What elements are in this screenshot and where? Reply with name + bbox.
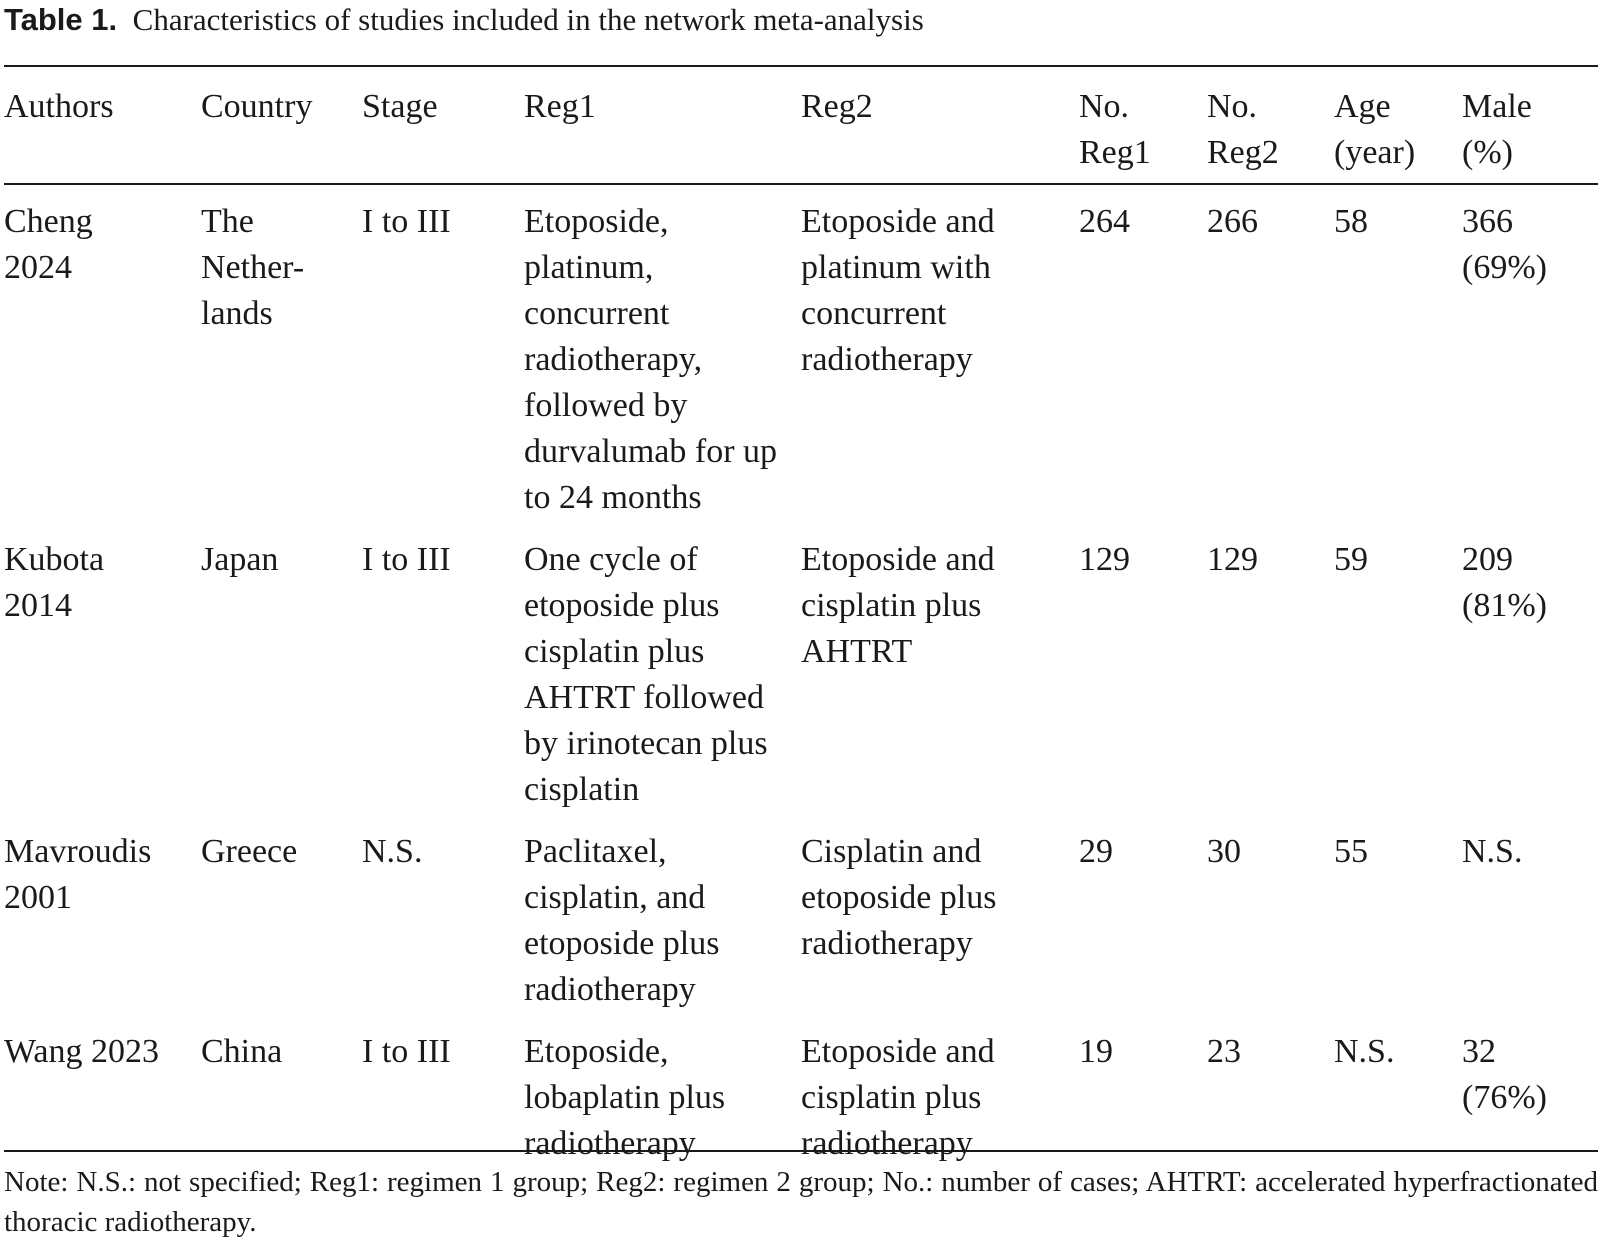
cell-stage: I to III [362, 1033, 451, 1070]
cell-reg2: Etoposide and cisplatin plus AHTRT [801, 541, 995, 670]
table-row [4, 1013, 1598, 1167]
cell-authors: Cheng 2024 [4, 203, 93, 286]
col-header-age: Age (year) [1334, 88, 1416, 171]
cell-country: Japan [201, 541, 279, 578]
col-header-authors: Authors [4, 88, 114, 125]
cell-reg1: One cycle of etoposide plus cisplatin plus AHTRT followed by irinotecan plus cisplatin [524, 541, 768, 808]
cell-reg1: Etoposide, platinum, concurrent radiotherapy, followed by durvalumab for up to 24 months [524, 203, 778, 516]
table-title: Characteristics of studies included in the network meta-analysis [132, 2, 924, 37]
cell-male: 366 (69%) [1462, 203, 1547, 286]
table-row [4, 813, 1598, 1013]
col-header-reg2: Reg2 [801, 88, 873, 125]
cell-male: N.S. [1462, 833, 1523, 870]
cell-male: 209 (81%) [1462, 541, 1547, 624]
cell-stage: I to III [362, 203, 451, 240]
cell-no-reg1: 264 [1079, 203, 1130, 240]
cell-stage: I to III [362, 541, 451, 578]
cell-authors: Kubota 2014 [4, 541, 105, 624]
cell-reg1: Etoposide, lobaplatin plus radiotherapy [524, 1033, 726, 1162]
cell-male: 32 (76%) [1462, 1033, 1547, 1116]
cell-no-reg2: 129 [1207, 541, 1258, 578]
col-header-stage: Stage [362, 88, 438, 125]
table-caption [4, 2, 924, 38]
studies-table [4, 66, 1598, 1167]
cell-reg1: Paclitaxel, cisplatin, and etoposide plus radiotherapy [524, 833, 720, 1008]
cell-reg2: Etoposide and platinum with concurrent radiotherapy [801, 203, 995, 378]
table-label: Table 1. [4, 2, 118, 37]
cell-no-reg2: 266 [1207, 203, 1258, 240]
cell-age: 59 [1334, 541, 1368, 578]
table-footnote: Note: N.S.: not specified; Reg1: regimen 1 group; Reg2: regimen 2 group; No.: number of cases; AHTRT: accelerated hyperfractionated thoracic radiotherapy. [4, 1166, 1598, 1238]
cell-authors: Mavroudis 2001 [4, 833, 152, 916]
col-header-reg1: Reg1 [524, 88, 596, 125]
cell-reg2: Cisplatin and etoposide plus radiotherapy [801, 833, 997, 962]
col-header-no-reg1: No. Reg1 [1079, 88, 1151, 171]
cell-reg2: Etoposide and cisplatin plus radiotherapy [801, 1033, 995, 1162]
cell-no-reg2: 30 [1207, 833, 1241, 870]
cell-country: The Nether-lands [201, 203, 305, 332]
header-row [4, 66, 1598, 183]
col-header-no-reg2: No. Reg2 [1207, 88, 1279, 171]
table-row [4, 521, 1598, 813]
cell-country: China [201, 1033, 283, 1070]
cell-authors: Wang 2023 [4, 1033, 159, 1070]
cell-no-reg1: 19 [1079, 1033, 1113, 1070]
cell-stage: N.S. [362, 833, 423, 870]
col-header-country: Country [201, 88, 313, 125]
cell-age: N.S. [1334, 1033, 1395, 1070]
col-header-male: Male (%) [1462, 88, 1532, 171]
table-row [4, 183, 1598, 521]
cell-no-reg1: 129 [1079, 541, 1130, 578]
cell-no-reg1: 29 [1079, 833, 1113, 870]
cell-age: 58 [1334, 203, 1368, 240]
cell-country: Greece [201, 833, 298, 870]
cell-age: 55 [1334, 833, 1368, 870]
cell-no-reg2: 23 [1207, 1033, 1241, 1070]
